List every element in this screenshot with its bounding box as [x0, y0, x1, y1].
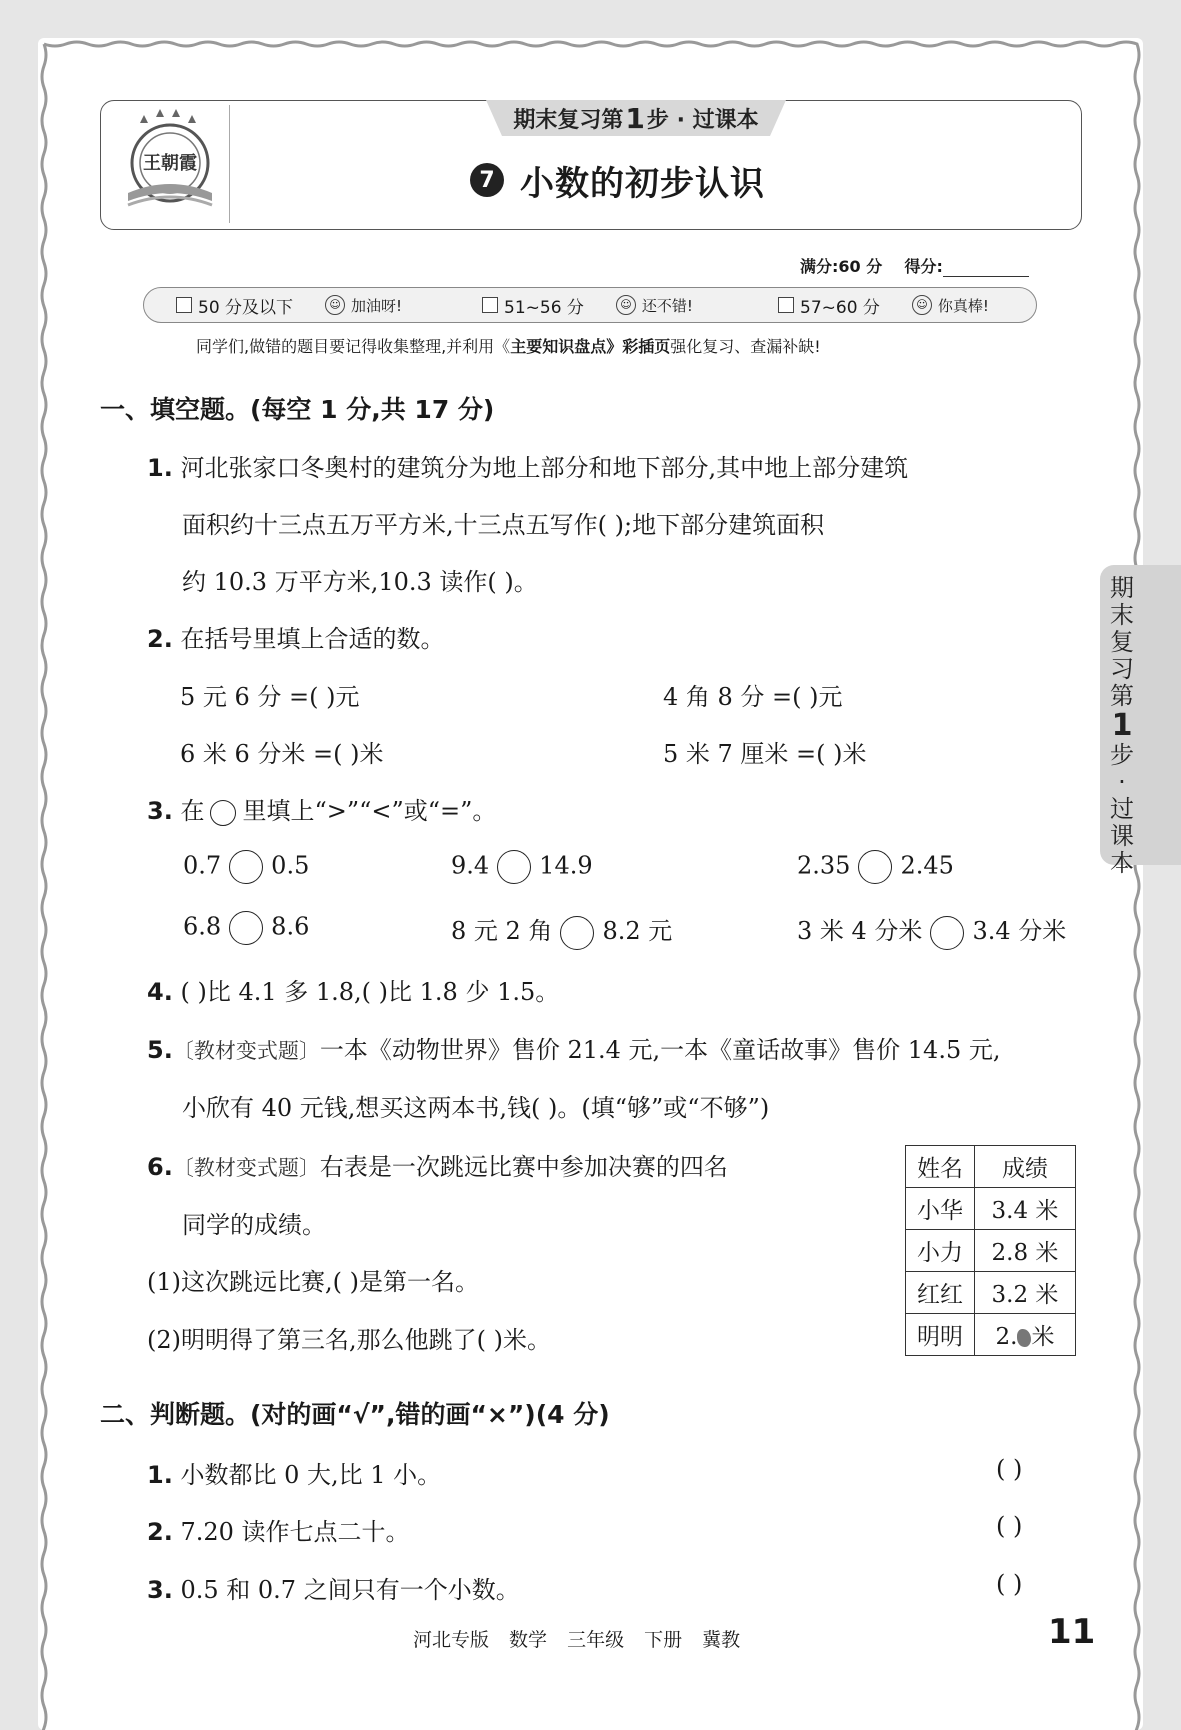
unit-number-badge: 7 [470, 163, 504, 197]
q3-item-5 [451, 911, 672, 950]
question-number: 2. [147, 625, 173, 653]
compare-right: 2.45 [900, 851, 954, 880]
question-number: 1. [147, 454, 173, 482]
side-char: 复 [1110, 628, 1134, 656]
judge-item-1 [147, 1455, 441, 1490]
side-char: 本 [1110, 849, 1134, 877]
q6-text-1: 右表是一次跳远比赛中参加决赛的四名 [319, 1153, 728, 1181]
q2-item-a: 5 元 6 分 =( )元 [180, 683, 360, 711]
question-number: 1. [147, 1461, 173, 1489]
student-score: 3.2 米 [975, 1272, 1076, 1314]
q3-pre: 在 [180, 797, 205, 825]
compare-circle[interactable] [930, 916, 964, 950]
side-char: 末 [1110, 601, 1134, 629]
grade-item-2 [482, 292, 693, 318]
q6-line-2: 同学的成绩。 [182, 1211, 326, 1239]
q5-line-2: 小欣有 40 元钱,想买这两本书,钱( )。(填“够”或“不够”) [182, 1094, 770, 1122]
variant-tag: 〔教材变式题〕 [172, 1156, 320, 1180]
q2-text: 在括号里填上合适的数。 [180, 625, 445, 653]
answer-paren[interactable]: ( ) [996, 1570, 1023, 1598]
question-number: 6. [147, 1153, 173, 1181]
q3-item-4 [183, 911, 309, 945]
q2-item-c: 6 米 6 分米 =( )米 [180, 740, 384, 768]
compare-right: 3.4 分米 [972, 917, 1067, 945]
note-part-c: 强化复习、查漏补缺! [670, 337, 821, 356]
long-jump-score-table [905, 1145, 1076, 1356]
section-1-title: 一、填空题。(每空 1 分,共 17 分) [100, 395, 495, 424]
judge-text: 小数都比 0 大,比 1 小。 [180, 1461, 442, 1489]
q6-line-1 [147, 1147, 728, 1182]
q3-item-1 [183, 850, 309, 884]
checkbox-icon[interactable] [778, 297, 794, 313]
grade-remark: 你真棒! [937, 296, 989, 315]
side-step-number: 1 [1111, 708, 1133, 743]
q3-line [147, 791, 496, 826]
publisher-logo [120, 105, 220, 223]
q1-text-1: 河北张家口冬奥村的建筑分为地上部分和地下部分,其中地上部分建筑 [180, 454, 909, 482]
grade-range: 51~56 分 [504, 297, 584, 318]
table-header-row [906, 1146, 1076, 1188]
grade-item-3 [778, 292, 989, 318]
instruction-note [196, 334, 821, 357]
q6-sub-2: (2)明明得了第三名,那么他跳了( )米。 [147, 1326, 551, 1354]
side-char: 期 [1110, 574, 1134, 602]
student-name: 小华 [906, 1188, 975, 1230]
compare-circle-icon [210, 800, 236, 826]
question-number: 3. [147, 1576, 173, 1604]
compare-left: 8 元 2 角 [451, 917, 553, 945]
compare-left: 9.4 [451, 851, 490, 880]
student-name: 小力 [906, 1230, 975, 1272]
compare-left: 0.7 [183, 851, 222, 880]
table-header: 姓名 [906, 1146, 975, 1188]
side-char: 第 [1110, 682, 1134, 710]
table-header: 成绩 [975, 1146, 1076, 1188]
q5-line-1 [147, 1030, 1000, 1065]
side-char: · [1118, 768, 1126, 796]
grade-remark: 还不错! [641, 296, 693, 315]
grade-range: 50 分及以下 [198, 297, 294, 318]
compare-circle[interactable] [497, 850, 531, 884]
logo-divider [229, 105, 230, 223]
score-label: 得分: [904, 257, 943, 276]
side-char: 步 [1110, 741, 1134, 769]
q3-post: 里填上“>”“<”或“=”。 [242, 797, 497, 825]
answer-paren[interactable]: ( ) [996, 1455, 1023, 1483]
q5-text-1: 一本《动物世界》售价 21.4 元,一本《童话故事》售价 14.5 元, [319, 1036, 1001, 1064]
table-row [906, 1188, 1076, 1230]
q2-item-b: 4 角 8 分 =( )元 [663, 683, 843, 711]
compare-right: 8.2 元 [602, 917, 673, 945]
q6-sub-1: (1)这次跳远比赛,( )是第一名。 [147, 1268, 479, 1296]
table-row [906, 1272, 1076, 1314]
side-char: 过 [1110, 795, 1134, 823]
compare-left: 2.35 [797, 851, 851, 880]
step-prefix: 期末复习第 [513, 107, 624, 133]
section-2-title: 二、判断题。(对的画“√”,错的画“×”)(4 分) [100, 1400, 610, 1429]
side-char: 习 [1110, 655, 1134, 683]
student-score-obscured [975, 1314, 1076, 1356]
footer-info: 河北专版 数学 三年级 下册 冀教 [413, 1629, 741, 1651]
compare-circle[interactable] [229, 911, 263, 945]
student-score: 3.4 米 [975, 1188, 1076, 1230]
compare-circle[interactable] [229, 850, 263, 884]
question-number: 2. [147, 1518, 173, 1546]
cartoon-face-icon: ☺ [912, 295, 932, 315]
answer-paren[interactable]: ( ) [996, 1512, 1023, 1540]
compare-right: 0.5 [271, 851, 310, 880]
question-number: 3. [147, 797, 173, 825]
ink-blot-icon [1017, 1329, 1031, 1347]
question-number: 4. [147, 978, 173, 1006]
compare-right: 14.9 [539, 851, 593, 880]
grade-remark: 加油呀! [351, 296, 403, 315]
q1-line-3: 约 10.3 万平方米,10.3 读作( )。 [182, 568, 538, 596]
q4-text: ( )比 4.1 多 1.8,( )比 1.8 少 1.5。 [180, 978, 560, 1006]
score-unit: 米 [1031, 1324, 1055, 1350]
step-suffix: 步 · 过课本 [646, 107, 759, 133]
q2-line [147, 619, 444, 654]
q1-line-2: 面积约十三点五万平方米,十三点五写作( );地下部分建筑面积 [182, 511, 825, 539]
student-name: 明明 [906, 1314, 975, 1356]
compare-circle[interactable] [560, 916, 594, 950]
compare-left: 3 米 4 分米 [797, 917, 923, 945]
student-name: 红红 [906, 1272, 975, 1314]
checkbox-icon[interactable] [482, 297, 498, 313]
grade-item-1 [176, 292, 402, 318]
q1-line-1 [147, 448, 908, 483]
page-title-row [470, 150, 765, 210]
q3-item-2 [451, 850, 593, 884]
logo-text: 王朝霞 [143, 153, 197, 174]
table-row [906, 1314, 1076, 1356]
note-part-b: 主要知识盘点》彩插页 [510, 337, 671, 356]
score-blank[interactable] [943, 260, 1029, 277]
q2-item-d: 5 米 7 厘米 =( )米 [663, 740, 867, 768]
table-row [906, 1230, 1076, 1272]
student-score: 2.8 米 [975, 1230, 1076, 1272]
judge-text: 7.20 读作七点二十。 [180, 1518, 410, 1546]
compare-left: 6.8 [183, 912, 222, 941]
score-line [800, 254, 1029, 277]
step-number: 1 [625, 101, 645, 135]
compare-right: 8.6 [271, 912, 310, 941]
q3-item-6 [797, 911, 1066, 950]
grade-range: 57~60 分 [800, 297, 880, 318]
score-prefix: 2. [995, 1324, 1018, 1350]
judge-item-2 [147, 1512, 410, 1547]
full-score: 满分:60 分 [800, 257, 883, 276]
note-part-a: 同学们,做错的题目要记得收集整理,并利用《 [196, 337, 511, 356]
side-tab-text [1100, 575, 1144, 877]
judge-text: 0.5 和 0.7 之间只有一个小数。 [180, 1576, 520, 1604]
q4-line [147, 972, 559, 1007]
step-banner [486, 100, 786, 136]
page-number: 11 [1048, 1612, 1096, 1652]
variant-tag: 〔教材变式题〕 [172, 1039, 320, 1063]
checkbox-icon[interactable] [176, 297, 192, 313]
cartoon-face-icon: ☺ [325, 295, 345, 315]
q3-item-3 [797, 850, 954, 884]
side-char: 课 [1110, 822, 1134, 850]
cartoon-face-icon: ☺ [616, 295, 636, 315]
question-number: 5. [147, 1036, 173, 1064]
judge-item-3 [147, 1570, 520, 1605]
page-title: 小数的初步认识 [520, 163, 765, 204]
compare-circle[interactable] [858, 850, 892, 884]
